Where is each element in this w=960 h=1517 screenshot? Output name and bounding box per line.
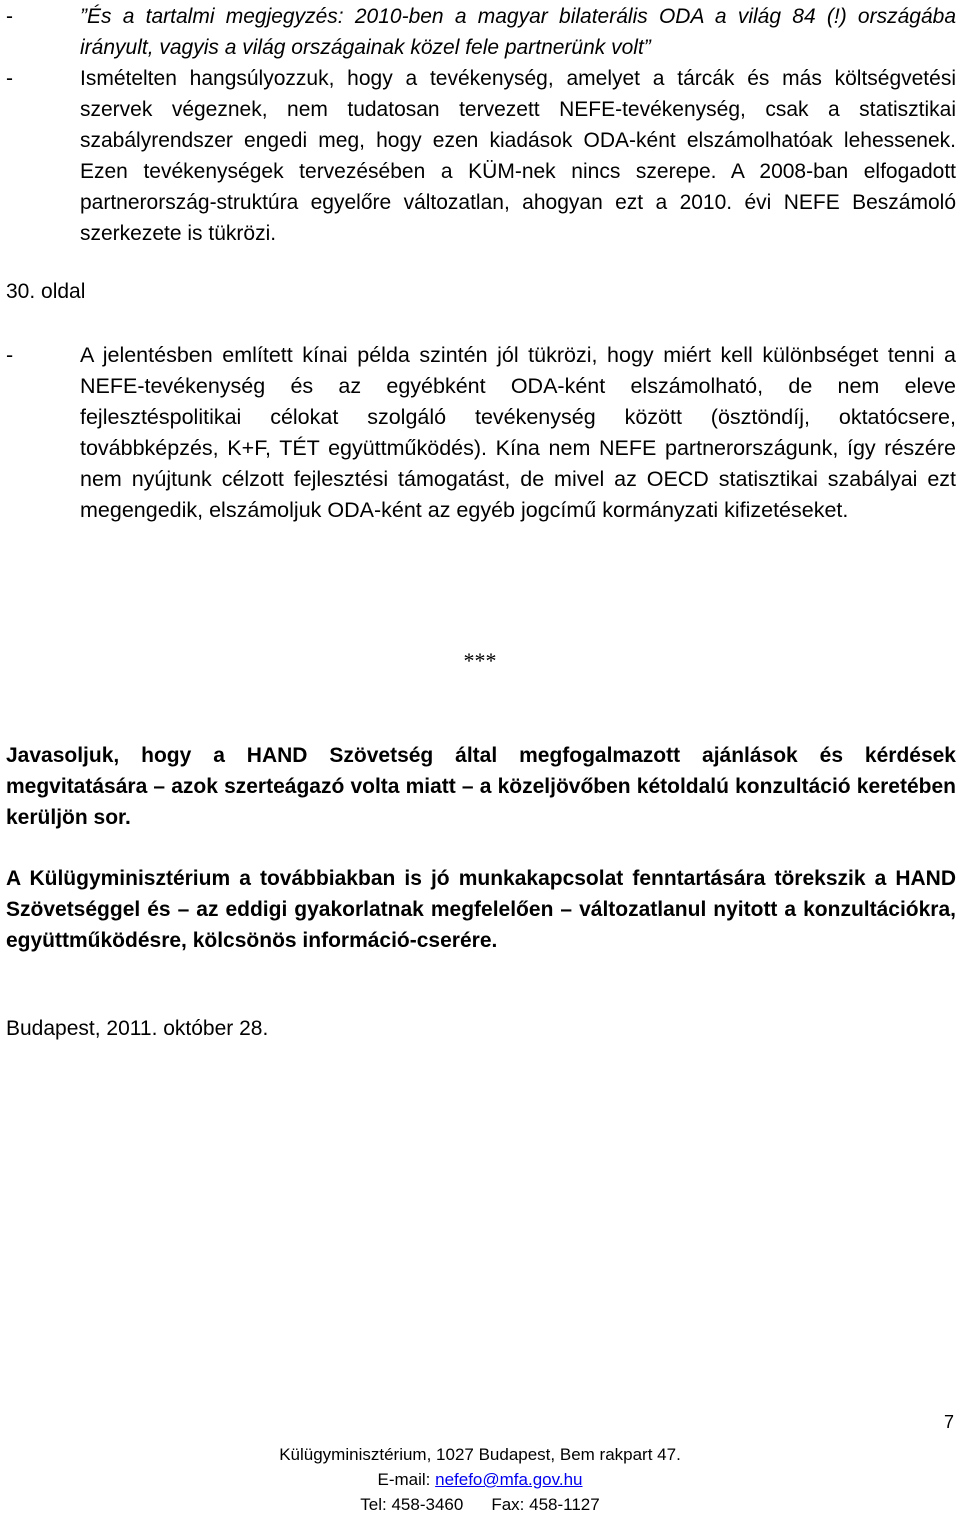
page-reference: 30. oldal [6,280,86,303]
bullet-item-quote [0,1,956,63]
footer-address: Külügyminisztérium, 1027 Budapest, Bem rakpart 47. [279,1445,681,1464]
bullet-dash: - [6,5,13,28]
bullet-item-emphasis [0,63,956,249]
bullet-text: A jelentésben említett kínai példa szintén jól tükrözi, hogy miért kell különbséget tenni a NEFE-tevékenység és az egyébként ODA-ként elszámolható, de nem eleve fejlesztéspolitikai célokat szolgáló tevékenység között (ösztöndíj, oktatócsere, továbbképzés, K+F, TÉT együttműködés). Kína nem NEFE partnerországunk, így részére nem nyújtunk célzott fejlesztési támogatást, de mivel az OECD statisztikai szabályai ezt megengedik, elszámoljuk ODA-ként az egyéb jogcímű kormányzati kifizetéseket. [80,343,956,522]
place-and-date: Budapest, 2011. október 28. [6,1017,269,1040]
conclusion-proposal: Javasoljuk, hogy a HAND Szövetség által megfogalmazott ajánlások és kérdések megvitatására – azok szerteágazó volta miatt – a közeljövőben kétoldalú konzultáció keretében kerüljön sor. [6,744,956,829]
footer-phone-line [0,1492,960,1517]
page-number: 7 [943,1412,954,1432]
bullet-item-china-example [0,340,956,526]
bullet-dash: - [6,67,13,90]
footer-email-line [0,1467,960,1492]
footer-email-link[interactable]: nefefo@mfa.gov.hu [435,1470,583,1489]
bullet-text: Ismételten hangsúlyozzuk, hogy a tevékenység, amelyet a tárcák és más költségvetési szervek végeznek, nem tudatosan tervezett NEFE-tevékenység, csak a statisztikai szabályrendszer engedi meg, hogy ezen kiadások ODA-ként elszámolhatóak lehessenek. Ezen tevékenységek tervezésében a KÜM-nek nincs szerepe. A 2008-ban elfogadott partnerország-struktúra egyelőre változatlan, ahogyan ezt a 2010. évi NEFE Beszámoló szerkezete is tükrözi. [80,67,956,245]
page-footer [0,1442,960,1517]
bullet-text: ”És a tartalmi megjegyzés: 2010-ben a magyar bilaterális ODA a világ 84 (!) országába irányult, vagyis a világ országainak közel fele partnerünk volt” [80,5,956,59]
footer-fax: Fax: 458-1127 [491,1495,600,1514]
footer-tel: Tel: 458-3460 [360,1495,464,1514]
footer-email-label: E-mail: [377,1470,431,1489]
conclusion-commitment: A Külügyminisztérium a továbbiakban is jó munkakapcsolat fenntartására törekszik a HAND Szövetséggel és – az eddigi gyakorlatnak megfelelően – változatlanul nyitott a konzultációkra, együttműködésre, kölcsönös információ-cserére. [6,867,956,952]
section-separator: *** [463,648,497,673]
bullet-dash: - [6,343,14,367]
